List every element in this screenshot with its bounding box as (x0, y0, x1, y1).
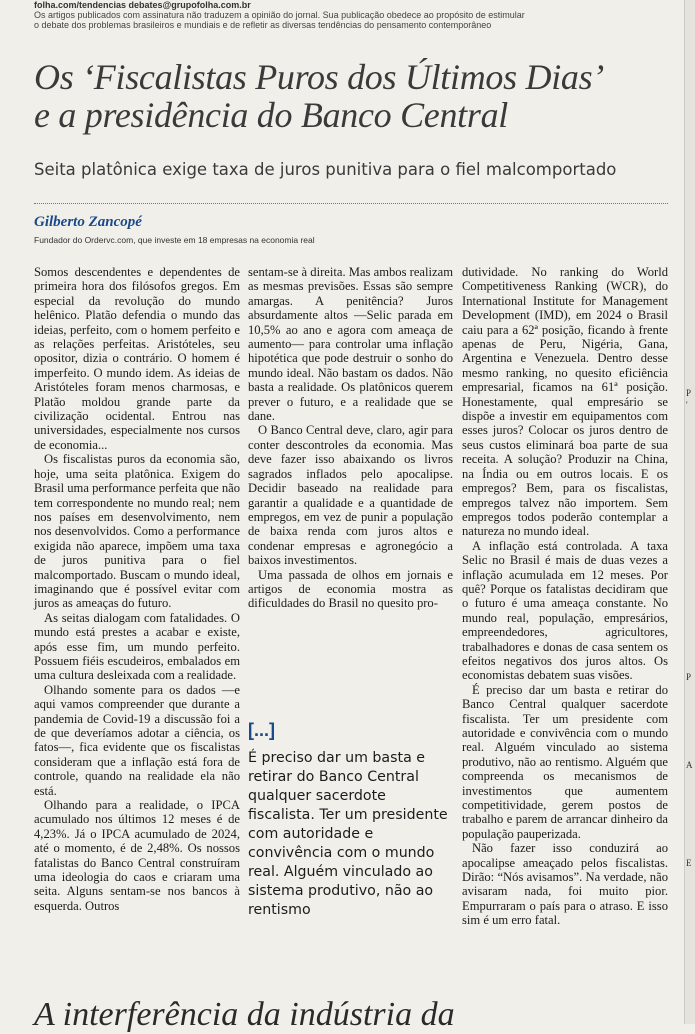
paragraph: Somos descendentes e dependentes de primeira hora dos filósofos gregos. Em especial da revolução do mundo helênico. Platão defendia o mundo das ideias, perfeito, com o homem perfeito e as relações perfeitas. Aristóteles, seu opositor, dizia o contrário. O homem é imperfeito. O mundo idem. As ideias de Aristóteles foram menos charmosas, e Platão moldou grande parte da civilização ocidental. Entrou nas universidades, especialmente nos cursos de economia... (34, 265, 240, 452)
author-description: Fundador do Ordervc.com, que investe em 18 empresas na economia real (34, 235, 315, 245)
article-column-1 (34, 265, 240, 913)
article-subtitle: Seita platônica exige taxa de juros punitiva para o fiel malcomportado (34, 160, 617, 179)
paragraph: Os fiscalistas puros da economia são, hoje, uma seita platônica. Exigem do Brasil uma performance perfeita que não tem correspondente no mundo real; nem nos países em desenvolvimento, nem nos desenvolvidos. Como a performance exigida não aparece, impõem uma taxa de juros punitiva para o fiel malcomportado. Buscam o mundo ideal, imaginando que é possível evitar com juros as ameaças do futuro. (34, 452, 240, 611)
adjacent-page-fragment: E (686, 858, 692, 868)
adjacent-page-fragment: A (686, 760, 693, 770)
article-title-line-2: e a presidência do Banco Central (34, 95, 508, 135)
disclaimer-line-1: Os artigos publicados com assinatura não traduzem a opinião do jornal. Sua publicação obedece ao propósito de estimular (34, 10, 525, 20)
paragraph: Olhando para a realidade, o IPCA acumulado nos últimos 12 meses é de 4,23%. Já o IPCA acumulado de 2024, até o momento, é de 2,48%. Os nossos fatalistas do Banco Central construíram uma ideologia do caos e criaram uma seita. Alguns sentam-se nos bancos à esquerda. Outros (34, 798, 240, 913)
pull-quote-mark: [...] (248, 720, 275, 740)
paragraph: Uma passada de olhos em jornais e artigos de economia mostra as dificuldades do Brasil no quesito pro- (248, 567, 453, 611)
adjacent-page-fragment: P (686, 672, 692, 682)
paragraph: É preciso dar um basta e retirar do Banco Central qualquer sacerdote fiscalista. Ter um presidente com autoridade e convivência com o mundo real. Alguém vinculado ao sistema produtivo, não ao rentismo. Alguém que compreenda os mecanismos de investimentos que aumentem competitividade, gerem postos de trabalho e parem de arrancar dinheiro da população pauperizada. (462, 682, 668, 841)
paragraph: As seitas dialogam com fatalidades. O mundo está prestes a acabar e existe, após esse fim, um mundo perfeito. Possuem fiéis escudeiros, embalados em uma cultura desleixada com a realidade. (34, 610, 240, 683)
paragraph: Olhando somente para os dados —e aqui vamos compreender que durante a pandemia de Covid-19 a discussão foi a de que deveríamos adotar a ciência, os fatos—, fica evidente que os fiscalistas consideram que a inflação está fora de controle, quando na realidade ela não está. (34, 682, 240, 798)
section-header (34, 0, 674, 30)
adjacent-page-fragment: P (686, 388, 692, 398)
adjacent-page-fragment: ' (686, 400, 688, 410)
paragraph: dutividade. No ranking do World Competitiveness Ranking (WCR), do International Institute for Management Development (IMD), em 2024 o Brasil caiu para a 62ª posição, ficando à frente apenas de Peru, Nigéria, Gana, Argentina e Venezuela. Dentro desse mesmo ranking, no quesito eficiência empresarial, ficamos na 61ª posição. Honestamente, qual empresário se dispõe a investir em equipamentos com esses juros? Colocar os juros dentro de seus custos eliminará boa parte de sua receita. A solução? Produzir na China, na Índia ou em outros locais. E os empregos? Bem, para os fiscalistas, empregos talvez não importem. Sem empregos todos poderão contemplar a natureza no mundo ideal. (462, 265, 668, 539)
article-title-line-1: Os ‘Fiscalistas Puros dos Últimos Dias’ (34, 57, 604, 97)
article-title (34, 58, 674, 134)
pull-quote-text: É preciso dar um basta e retirar do Banco Central qualquer sacerdote fiscalista. Ter um presidente com autoridade e convivência com o mundo real. Alguém vinculado ao sistema produtivo, não ao rentismo (248, 750, 448, 918)
divider (34, 203, 668, 204)
next-article-title: A interferência da indústria da (34, 996, 455, 1033)
adjacent-page-edge (684, 0, 695, 1024)
article-column-3 (462, 265, 668, 928)
paragraph: Não fazer isso conduzirá ao apocalipse ameaçado pelos fiscalistas. Dirão: “Nós avisamos”. Na verdade, não avisaram nada, foi muito pior. Empurraram o país para o atraso. E isso sim é um erro fatal. (462, 841, 668, 928)
paragraph: O Banco Central deve, claro, agir para conter descontroles da economia. Mas deve fazer isso abaixando os livros sagrados inflados pelo apocalipse. Decidir baseado na realidade para garantir a qualidade e a quantidade de empregos, em vez de punir a população de baixa renda com juros altos e condenar empresas e agronegócio a baixos investimentos. (248, 423, 453, 568)
pull-quote (248, 720, 453, 920)
section-url: folha.com/tendencias debates@grupofolha.com.br (34, 0, 251, 10)
article-column-2 (248, 265, 453, 611)
paragraph: sentam-se à direita. Mas ambos realizam as mesmas previsões. Essas são sempre amargas. A penitência? Juros absurdamente altos —Selic parada em 10,5% ao ano e agora com ameaça de aumento— para controlar uma inflação hipotética que pode destruir o sonho do mundo ideal. Não bastam os dados. Não basta a realidade. Os platônicos querem prever o futuro, e a realidade que se dane. (248, 265, 453, 424)
paragraph: A inflação está controlada. A taxa Selic no Brasil é mais de duas vezes a inflação acumulada em 12 meses. Por quê? Porque os fatalistas decidiram que o futuro é uma ameaça constante. No mundo real, população, empresários, empreendedores, agricultores, trabalhadores e donas de casa sentem os efeitos negativos dos juros altos. Os economistas debatem suas visões. (462, 538, 668, 683)
author-name: Gilberto Zancopé (34, 214, 142, 230)
disclaimer-line-2: o debate dos problemas brasileiros e mundiais e de refletir as diversas tendências do pensamento contemporâneo (34, 20, 492, 30)
